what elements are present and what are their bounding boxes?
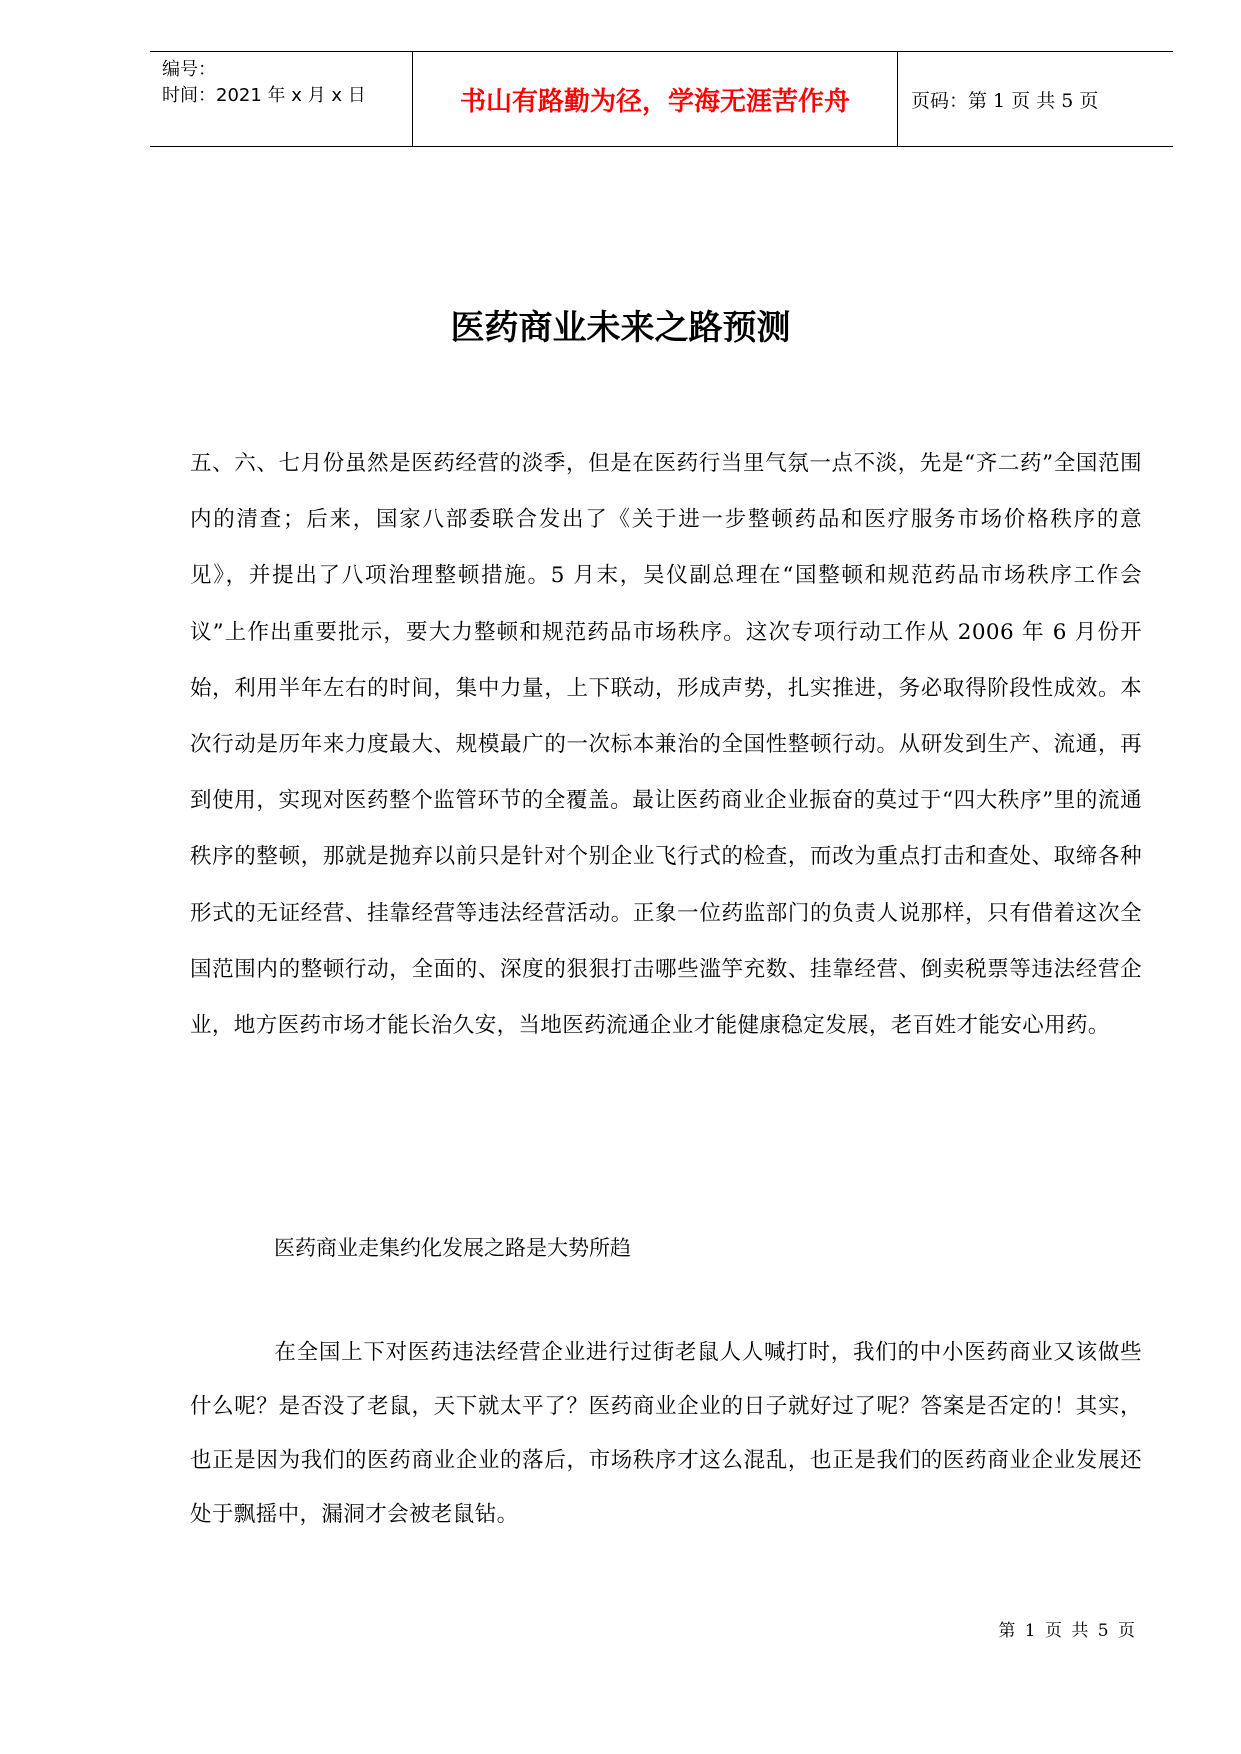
header-page-info: 页码：第 1 页 共 5 页 (911, 89, 1099, 112)
number-label: 编号： (162, 59, 216, 80)
body-paragraph-2 (190, 1326, 1142, 1542)
document-title: 医药商业未来之路预测 (450, 308, 791, 348)
time-label: 时间：2021 年 x 月 x 日 (162, 85, 366, 106)
header-meta (150, 52, 412, 146)
page-header (150, 51, 1173, 147)
section-subheading: 医药商业走集约化发展之路是大势所趋 (274, 1236, 631, 1260)
body-paragraph-1: 五、六、七月份虽然是医药经营的淡季，但是在医药行当里气氛一点不淡，先是“齐二药”全国范围内的清查；后来，国家八部委联合发出了《关于进一步整顿药品和医疗服务市场价格秩序的意见》，并提出了八项治理整顿措施。5 月末，吴仪副总理在“国整顿和规范药品市场秩序工作会议”上作出重要批示，要大力整顿和规范药品市场秩序。这次专项行动工作从 2006 年 6 月份开始，利用半年左右的时间，集中力量，上下联动，形成声势，扎实推进，务必取得阶段性成效。本次行动是历年来力度最大、规模最广的一次标本兼治的全国性整顿行动。从研发到生产、流通，再到使用，实现对医药整个监管环节的全覆盖。最让医药商业企业振奋的莫过于“四大秩序”里的流通秩序的整顿，那就是抛弃以前只是针对个别企业飞行式的检查，而改为重点打击和查处、取缔各种形式的无证经营、挂靠经营等违法经营活动。正象一位药监部门的负责人说那样，只有借着这次全国范围内的整顿行动，全面的、深度的狠狠打击哪些滥竽充数、挂靠经营、倒卖税票等违法经营企业，地方医药市场才能长治久安，当地医药流通企业才能健康稳定发展，老百姓才能安心用药。 (190, 451, 1142, 1039)
page-footer: 第 1 页 共 5 页 (998, 1621, 1137, 1641)
body-paragraph-2-text: 在全国上下对医药违法经营企业进行过街老鼠人人喊打时，我们的中小医药商业又该做些什么呢？是否没了老鼠，天下就太平了？医药商业企业的日子就好过了呢？答案是否定的！其实，也正是因为我们的医药商业企业的落后，市场秩序才这么混乱，也正是我们的医药商业企业发展还处于飘摇中，漏洞才会被老鼠钻。 (190, 1340, 1142, 1527)
header-motto: 书山有路勤为径，学海无涯苦作舟 (412, 52, 898, 146)
